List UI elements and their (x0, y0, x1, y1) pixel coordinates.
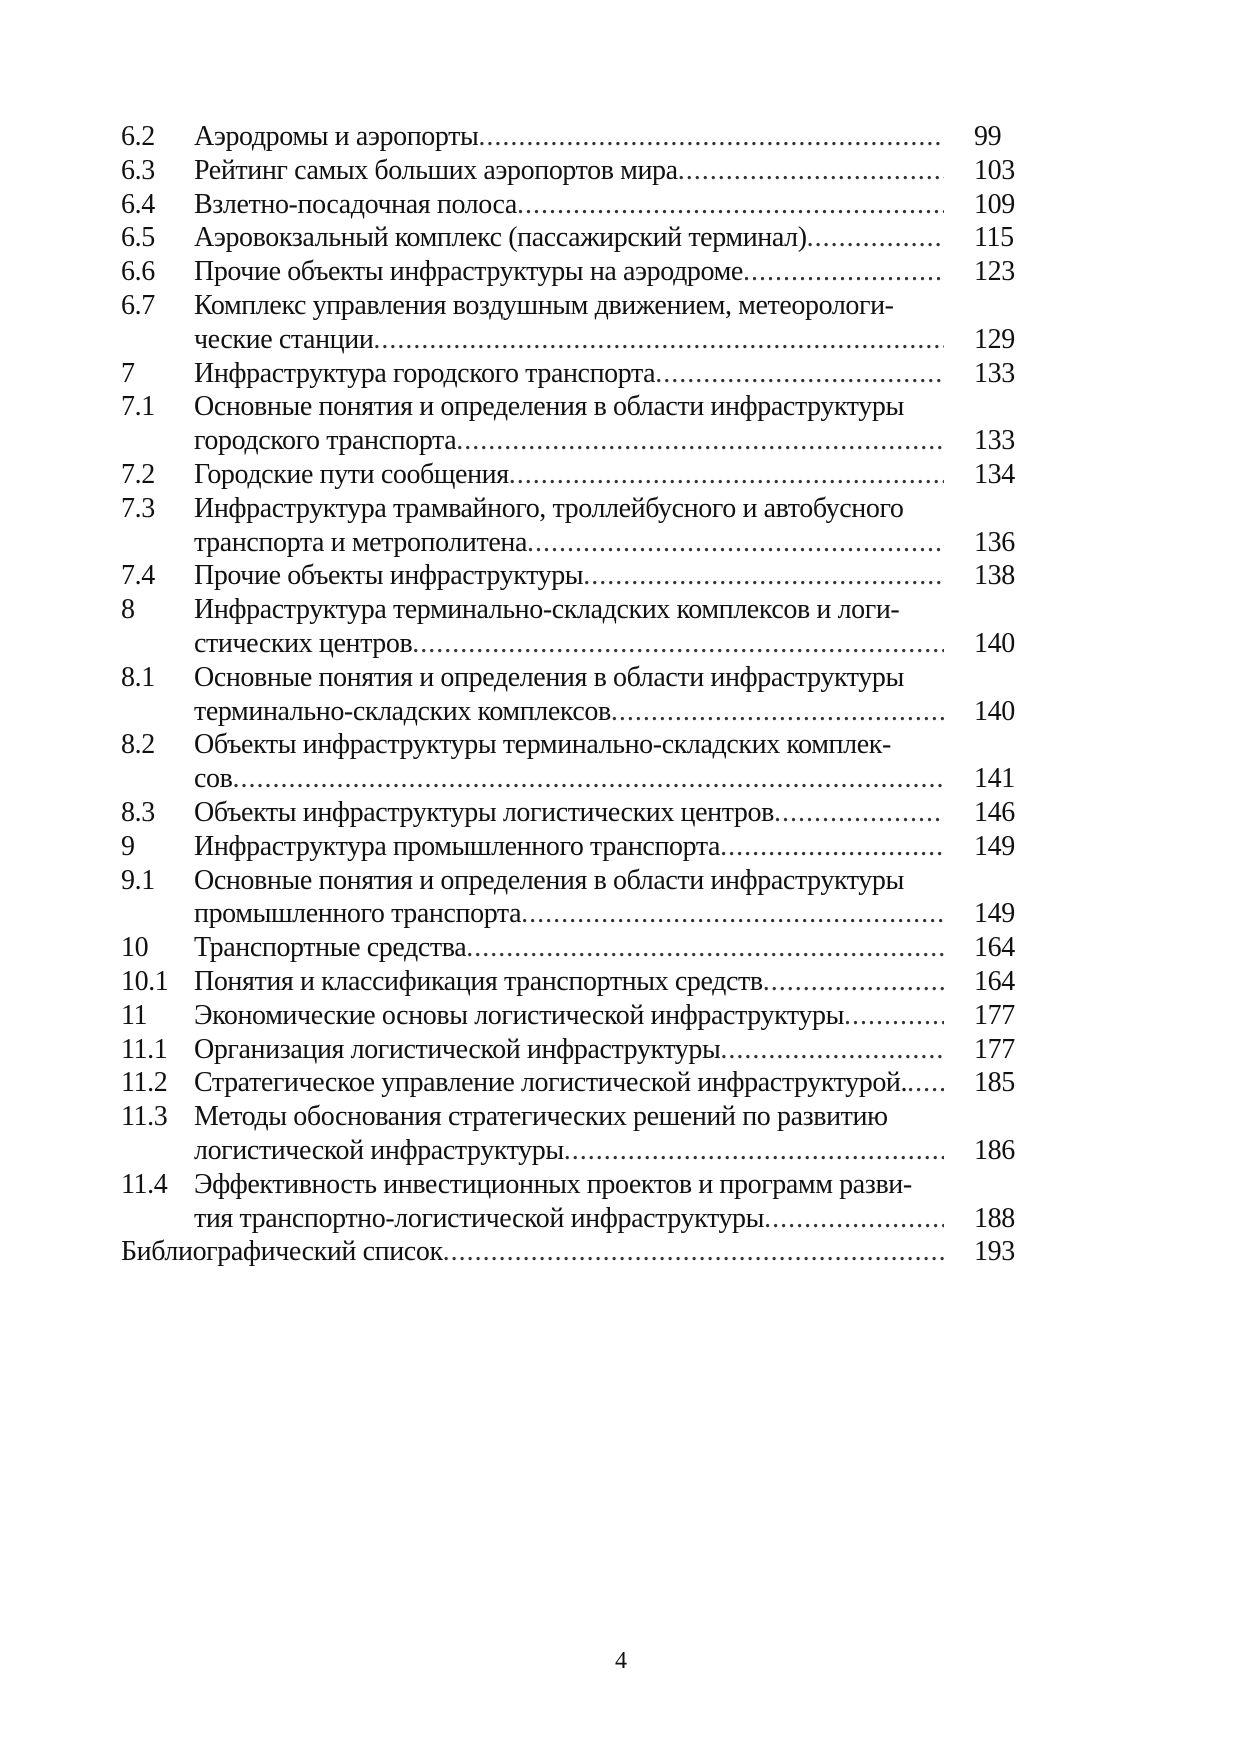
page-ref: 133 (974, 357, 1015, 389)
page-ref: 164 (974, 932, 1015, 964)
section-title: Организация логистической инфраструктуры (194, 1033, 721, 1065)
toc-entry (121, 965, 1046, 999)
section-title: Понятия и классификация транспортных средств (194, 965, 763, 997)
dot-leader (456, 424, 944, 458)
dot-leader (521, 897, 944, 931)
page-ref: 141 (974, 763, 1015, 795)
dot-leader (412, 627, 944, 661)
dot-leader (564, 1134, 944, 1168)
page-ref: 149 (974, 898, 1015, 930)
page-ref: 140 (974, 627, 1015, 659)
toc-line (121, 1168, 1046, 1202)
toc-line (121, 695, 1046, 729)
page-ref: 136 (974, 526, 1015, 558)
page-number: 4 (615, 1648, 627, 1674)
toc-line (121, 559, 1046, 593)
toc-entry (121, 593, 1046, 661)
section-number: 6.5 (121, 222, 155, 254)
section-title: ческие станции (194, 323, 374, 355)
section-title: городского транспорта (194, 425, 457, 457)
toc-line (121, 1134, 1046, 1168)
page-ref: 123 (974, 256, 1015, 288)
dot-leader (844, 999, 944, 1033)
section-number: 6.4 (121, 188, 155, 220)
section-number (121, 1202, 194, 1236)
toc-line (121, 864, 1046, 898)
page-ref: 149 (974, 830, 1015, 862)
toc-entry (121, 864, 1046, 932)
toc-line (121, 458, 1046, 492)
section-title: Методы обоснования стратегических решений по развитию (194, 1101, 888, 1133)
toc-line (121, 796, 1046, 830)
toc-entry (121, 931, 1046, 965)
page-ref: 103 (974, 154, 1015, 186)
toc-line (121, 357, 1046, 391)
page-ref: 140 (974, 695, 1015, 727)
dot-leader (907, 1066, 944, 1100)
toc-entry (121, 1235, 1046, 1269)
dot-leader (807, 221, 944, 255)
section-title: Библиографический список (121, 1236, 443, 1268)
toc-line (121, 1202, 1046, 1236)
section-number: 9.1 (121, 864, 155, 896)
section-number: 11 (121, 999, 148, 1031)
section-title: Стратегическое управление логистической инфраструктурой. (194, 1067, 908, 1099)
toc-entry (121, 830, 1046, 864)
toc-line (121, 154, 1046, 188)
toc-line (121, 120, 1046, 154)
toc-line (121, 526, 1046, 560)
toc-line (121, 762, 1046, 796)
toc-line (121, 1033, 1046, 1067)
section-number: 10 (121, 932, 149, 964)
toc-entry (121, 120, 1046, 154)
section-title: Экономические основы логистической инфраструктуры (194, 999, 844, 1031)
section-number: 6.6 (121, 256, 155, 288)
toc-line (121, 390, 1046, 424)
section-number: 7.4 (121, 560, 155, 592)
section-title: Взлетно-посадочная полоса (194, 188, 517, 220)
section-number: 7.3 (121, 492, 155, 524)
section-number: 11.1 (121, 1033, 168, 1065)
section-number: 11.2 (121, 1067, 168, 1099)
dot-leader (655, 357, 944, 391)
page-ref: 109 (974, 188, 1015, 220)
toc-line (121, 830, 1046, 864)
dot-leader (509, 458, 944, 492)
section-number: 7 (121, 357, 135, 389)
section-title: Аэровокзальный комплекс (пассажирский терминал) (194, 222, 807, 254)
section-title: Прочие объекты инфраструктуры (194, 560, 584, 592)
section-title: Городские пути сообщения (194, 458, 509, 490)
section-title: Основные понятия и определения в области инфраструктуры (194, 864, 904, 896)
table-of-contents (121, 120, 1046, 1269)
toc-line (121, 289, 1046, 323)
dot-leader (720, 830, 944, 864)
section-title: Комплекс управления воздушным движением, метеорологи- (194, 289, 894, 321)
toc-line (121, 965, 1046, 999)
dot-leader (583, 559, 944, 593)
page-ref: 129 (974, 323, 1015, 355)
page-ref: 177 (974, 999, 1015, 1031)
page-ref: 186 (974, 1134, 1015, 1166)
dot-leader (443, 1235, 944, 1269)
dot-leader (764, 1202, 944, 1236)
toc-entry (121, 728, 1046, 796)
section-title: Инфраструктура терминально-складских комплексов и логи- (194, 594, 900, 626)
toc-entry (121, 357, 1046, 391)
page-ref: 177 (974, 1033, 1015, 1065)
toc-line (121, 931, 1046, 965)
toc-line (121, 593, 1046, 627)
section-title: Инфраструктура трамвайного, троллейбусного и автобусного (194, 492, 904, 524)
section-title: Инфраструктура городского транспорта (194, 357, 656, 389)
section-number: 6.7 (121, 289, 155, 321)
page-ref: 133 (974, 425, 1015, 457)
toc-line (121, 424, 1046, 458)
section-title: Объекты инфраструктуры логистических центров (194, 796, 774, 828)
toc-line (121, 492, 1046, 526)
section-number: 6.2 (121, 121, 155, 152)
section-number (121, 627, 194, 661)
page-ref: 99 (974, 121, 1002, 152)
section-number: 8.2 (121, 729, 155, 761)
section-title: стических центров (194, 627, 413, 659)
section-number: 8.3 (121, 796, 155, 828)
toc-line (121, 1235, 1046, 1269)
section-number: 7.2 (121, 458, 155, 490)
section-title: Инфраструктура промышленного транспорта (194, 830, 721, 862)
toc-line (121, 1066, 1046, 1100)
toc-entry (121, 796, 1046, 830)
page-ref: 134 (974, 458, 1015, 490)
toc-entry (121, 289, 1046, 357)
toc-entry (121, 390, 1046, 458)
dot-leader (466, 931, 944, 965)
toc-line (121, 188, 1046, 222)
dot-leader (232, 762, 944, 796)
toc-line (121, 627, 1046, 661)
toc-entry (121, 999, 1046, 1033)
toc-entry (121, 559, 1046, 593)
dot-leader (743, 255, 944, 289)
dot-leader (720, 1033, 944, 1067)
dot-leader (763, 965, 944, 999)
page-ref: 185 (974, 1067, 1015, 1099)
section-number (121, 897, 194, 931)
dot-leader (678, 154, 944, 188)
section-title: Объекты инфраструктуры терминально-складских комплек- (194, 729, 891, 761)
section-title: промышленного транспорта (194, 898, 522, 930)
section-title: тия транспортно-логистической инфраструктуры (194, 1202, 765, 1234)
toc-entry (121, 255, 1046, 289)
toc-line (121, 323, 1046, 357)
section-title: Основные понятия и определения в области инфраструктуры (194, 661, 904, 693)
section-number (121, 762, 194, 796)
section-number: 6.3 (121, 154, 155, 186)
toc-line (121, 1100, 1046, 1134)
section-title: сов (194, 763, 233, 795)
section-number (121, 695, 194, 729)
toc-entry (121, 1066, 1046, 1100)
dot-leader (517, 188, 944, 222)
dot-leader (373, 323, 944, 357)
section-title: Транспортные средства (194, 932, 467, 964)
section-number (121, 1134, 194, 1168)
section-number (121, 424, 194, 458)
section-number: 7.1 (121, 391, 155, 423)
dot-leader (478, 120, 944, 154)
dot-leader (611, 695, 944, 729)
toc-entry (121, 661, 1046, 729)
dot-leader (527, 526, 944, 560)
toc-entry (121, 221, 1046, 255)
toc-entry (121, 1168, 1046, 1236)
toc-entry (121, 188, 1046, 222)
section-number (121, 526, 194, 560)
section-title: Эффективность инвестиционных проектов и программ разви- (194, 1168, 912, 1200)
section-title: Прочие объекты инфраструктуры на аэродроме (194, 256, 743, 288)
page-ref: 115 (974, 222, 1014, 254)
toc-line (121, 728, 1046, 762)
section-number: 10.1 (121, 965, 169, 997)
section-title: логистической инфраструктуры (194, 1134, 564, 1166)
toc-entry (121, 154, 1046, 188)
section-title: терминально-складских комплексов (194, 695, 611, 727)
toc-entry (121, 1100, 1046, 1168)
page-ref: 146 (974, 796, 1015, 828)
toc-line (121, 999, 1046, 1033)
section-title: Аэродромы и аэропорты (194, 121, 479, 152)
toc-line (121, 221, 1046, 255)
section-title: Основные понятия и определения в области инфраструктуры (194, 391, 904, 423)
section-number: 11.3 (121, 1101, 168, 1133)
page-ref: 138 (974, 560, 1015, 592)
toc-line (121, 661, 1046, 695)
section-number: 11.4 (121, 1168, 168, 1200)
toc-entry (121, 492, 1046, 560)
toc-line (121, 897, 1046, 931)
page-ref: 193 (974, 1236, 1015, 1268)
page-ref: 188 (974, 1202, 1015, 1234)
section-number: 8 (121, 594, 135, 626)
dot-leader (774, 796, 944, 830)
section-title: транспорта и метрополитена (194, 526, 527, 558)
section-title: Рейтинг самых больших аэропортов мира (194, 154, 678, 186)
section-number (121, 323, 194, 357)
section-number: 8.1 (121, 661, 155, 693)
section-number: 9 (121, 830, 135, 862)
page-ref: 164 (974, 965, 1015, 997)
toc-entry (121, 458, 1046, 492)
toc-line (121, 255, 1046, 289)
toc-entry (121, 1033, 1046, 1067)
